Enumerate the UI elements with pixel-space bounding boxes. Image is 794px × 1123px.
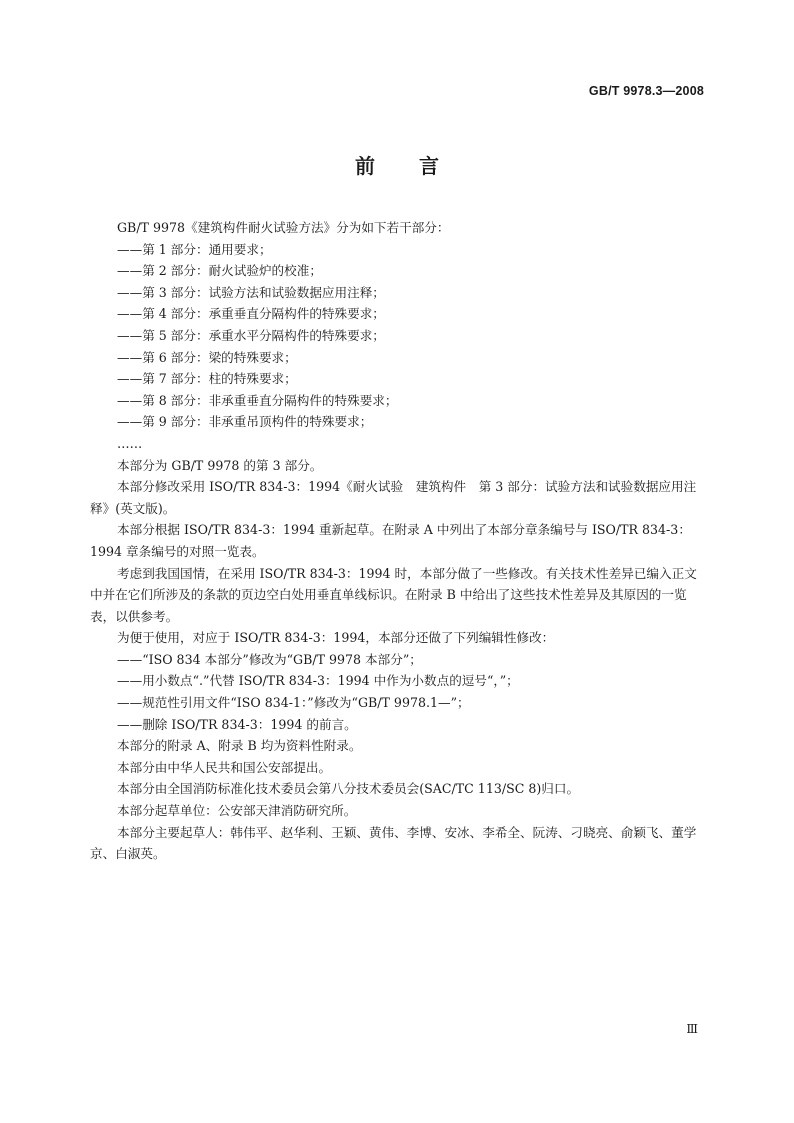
page-number: Ⅲ — [686, 1022, 698, 1036]
document-body — [90, 217, 704, 865]
proposed-by-paragraph: 本部分由中华人民共和国公安部提出。 — [117, 759, 332, 775]
committee-paragraph: 本部分由全国消防标准化技术委员会第八分技术委员会(SAC/TC 113/SC 8)归口。 — [117, 781, 580, 797]
list-item: ——“ISO 834 本部分”修改为“GB/T 9978 本部分”； — [117, 651, 422, 667]
list-item: ——第 8 部分：非承重垂直分隔构件的特殊要求； — [117, 392, 398, 408]
adoption-paragraph: 本部分修改采用 ISO/TR 834-3：1994《耐火试验 建筑构件 第 3 部分：试验方法和试验数据应用注释》(英文版)。 — [90, 479, 697, 516]
part-of-paragraph: 本部分为 GB/T 9978 的第 3 部分。 — [117, 457, 323, 473]
drafting-unit-paragraph: 本部分起草单位：公安部天津消防研究所。 — [117, 803, 357, 819]
list-item: ——第 5 部分：承重水平分隔构件的特殊要求； — [117, 327, 385, 343]
edits-list — [90, 649, 704, 735]
page-title: 前言 — [355, 154, 483, 178]
list-item: ——第 4 部分：承重垂直分隔构件的特殊要求； — [117, 306, 385, 322]
intro-paragraph: GB/T 9978《建筑构件耐火试验方法》分为如下若干部分： — [117, 220, 450, 235]
standard-code: GB/T 9978.3—2008 — [588, 84, 704, 98]
list-item: ——第 9 部分：非承重吊顶构件的特殊要求； — [117, 414, 373, 430]
editorial-changes-paragraph: 为便于使用，对应于 ISO/TR 834-3：1994，本部分还做了下列编辑性修改： — [117, 630, 555, 646]
list-item: ——第 2 部分：耐火试验炉的校准； — [117, 263, 322, 279]
list-item: ——第 6 部分：梁的特殊要求； — [117, 349, 297, 365]
national-conditions-paragraph: 考虑到我国国情，在采用 ISO/TR 834-3：1994 时，本部分做了一些修改。有关技术性差异已编入正文中并在它们所涉及的条款的页边空白处用垂直单线标识。在附录 B 中给出了这些技术性差异及其原因的一览表，以供参考。 — [90, 565, 697, 624]
list-item: ——删除 ISO/TR 834-3：1994 的前言。 — [117, 716, 357, 732]
parts-list — [90, 239, 704, 455]
redraft-paragraph: 本部分根据 ISO/TR 834-3：1994 重新起草。在附录 A 中列出了本部分章条编号与 ISO/TR 834-3：1994 章条编号的对照一览表。 — [90, 522, 691, 559]
list-ellipsis: …… — [117, 435, 143, 451]
list-item: ——第 1 部分：通用要求； — [117, 241, 272, 257]
drafters-paragraph: 本部分主要起草人：韩伟平、赵华利、王颖、黄伟、李博、安冰、李希全、阮涛、刁晓亮、俞颖飞、董学京、白淑英。 — [90, 824, 697, 862]
list-item: ——用小数点“.”代替 ISO/TR 834-3：1994 中作为小数点的逗号“，”； — [117, 673, 519, 689]
list-item: ——第 3 部分：试验方法和试验数据应用注释； — [117, 284, 385, 300]
list-item: ——规范性引用文件“ISO 834-1：”修改为“GB/T 9978.1—”； — [117, 695, 470, 711]
annex-paragraph: 本部分的附录 A、附录 B 均为资料性附录。 — [117, 738, 362, 754]
list-item: ——第 7 部分：柱的特殊要求； — [117, 371, 297, 387]
